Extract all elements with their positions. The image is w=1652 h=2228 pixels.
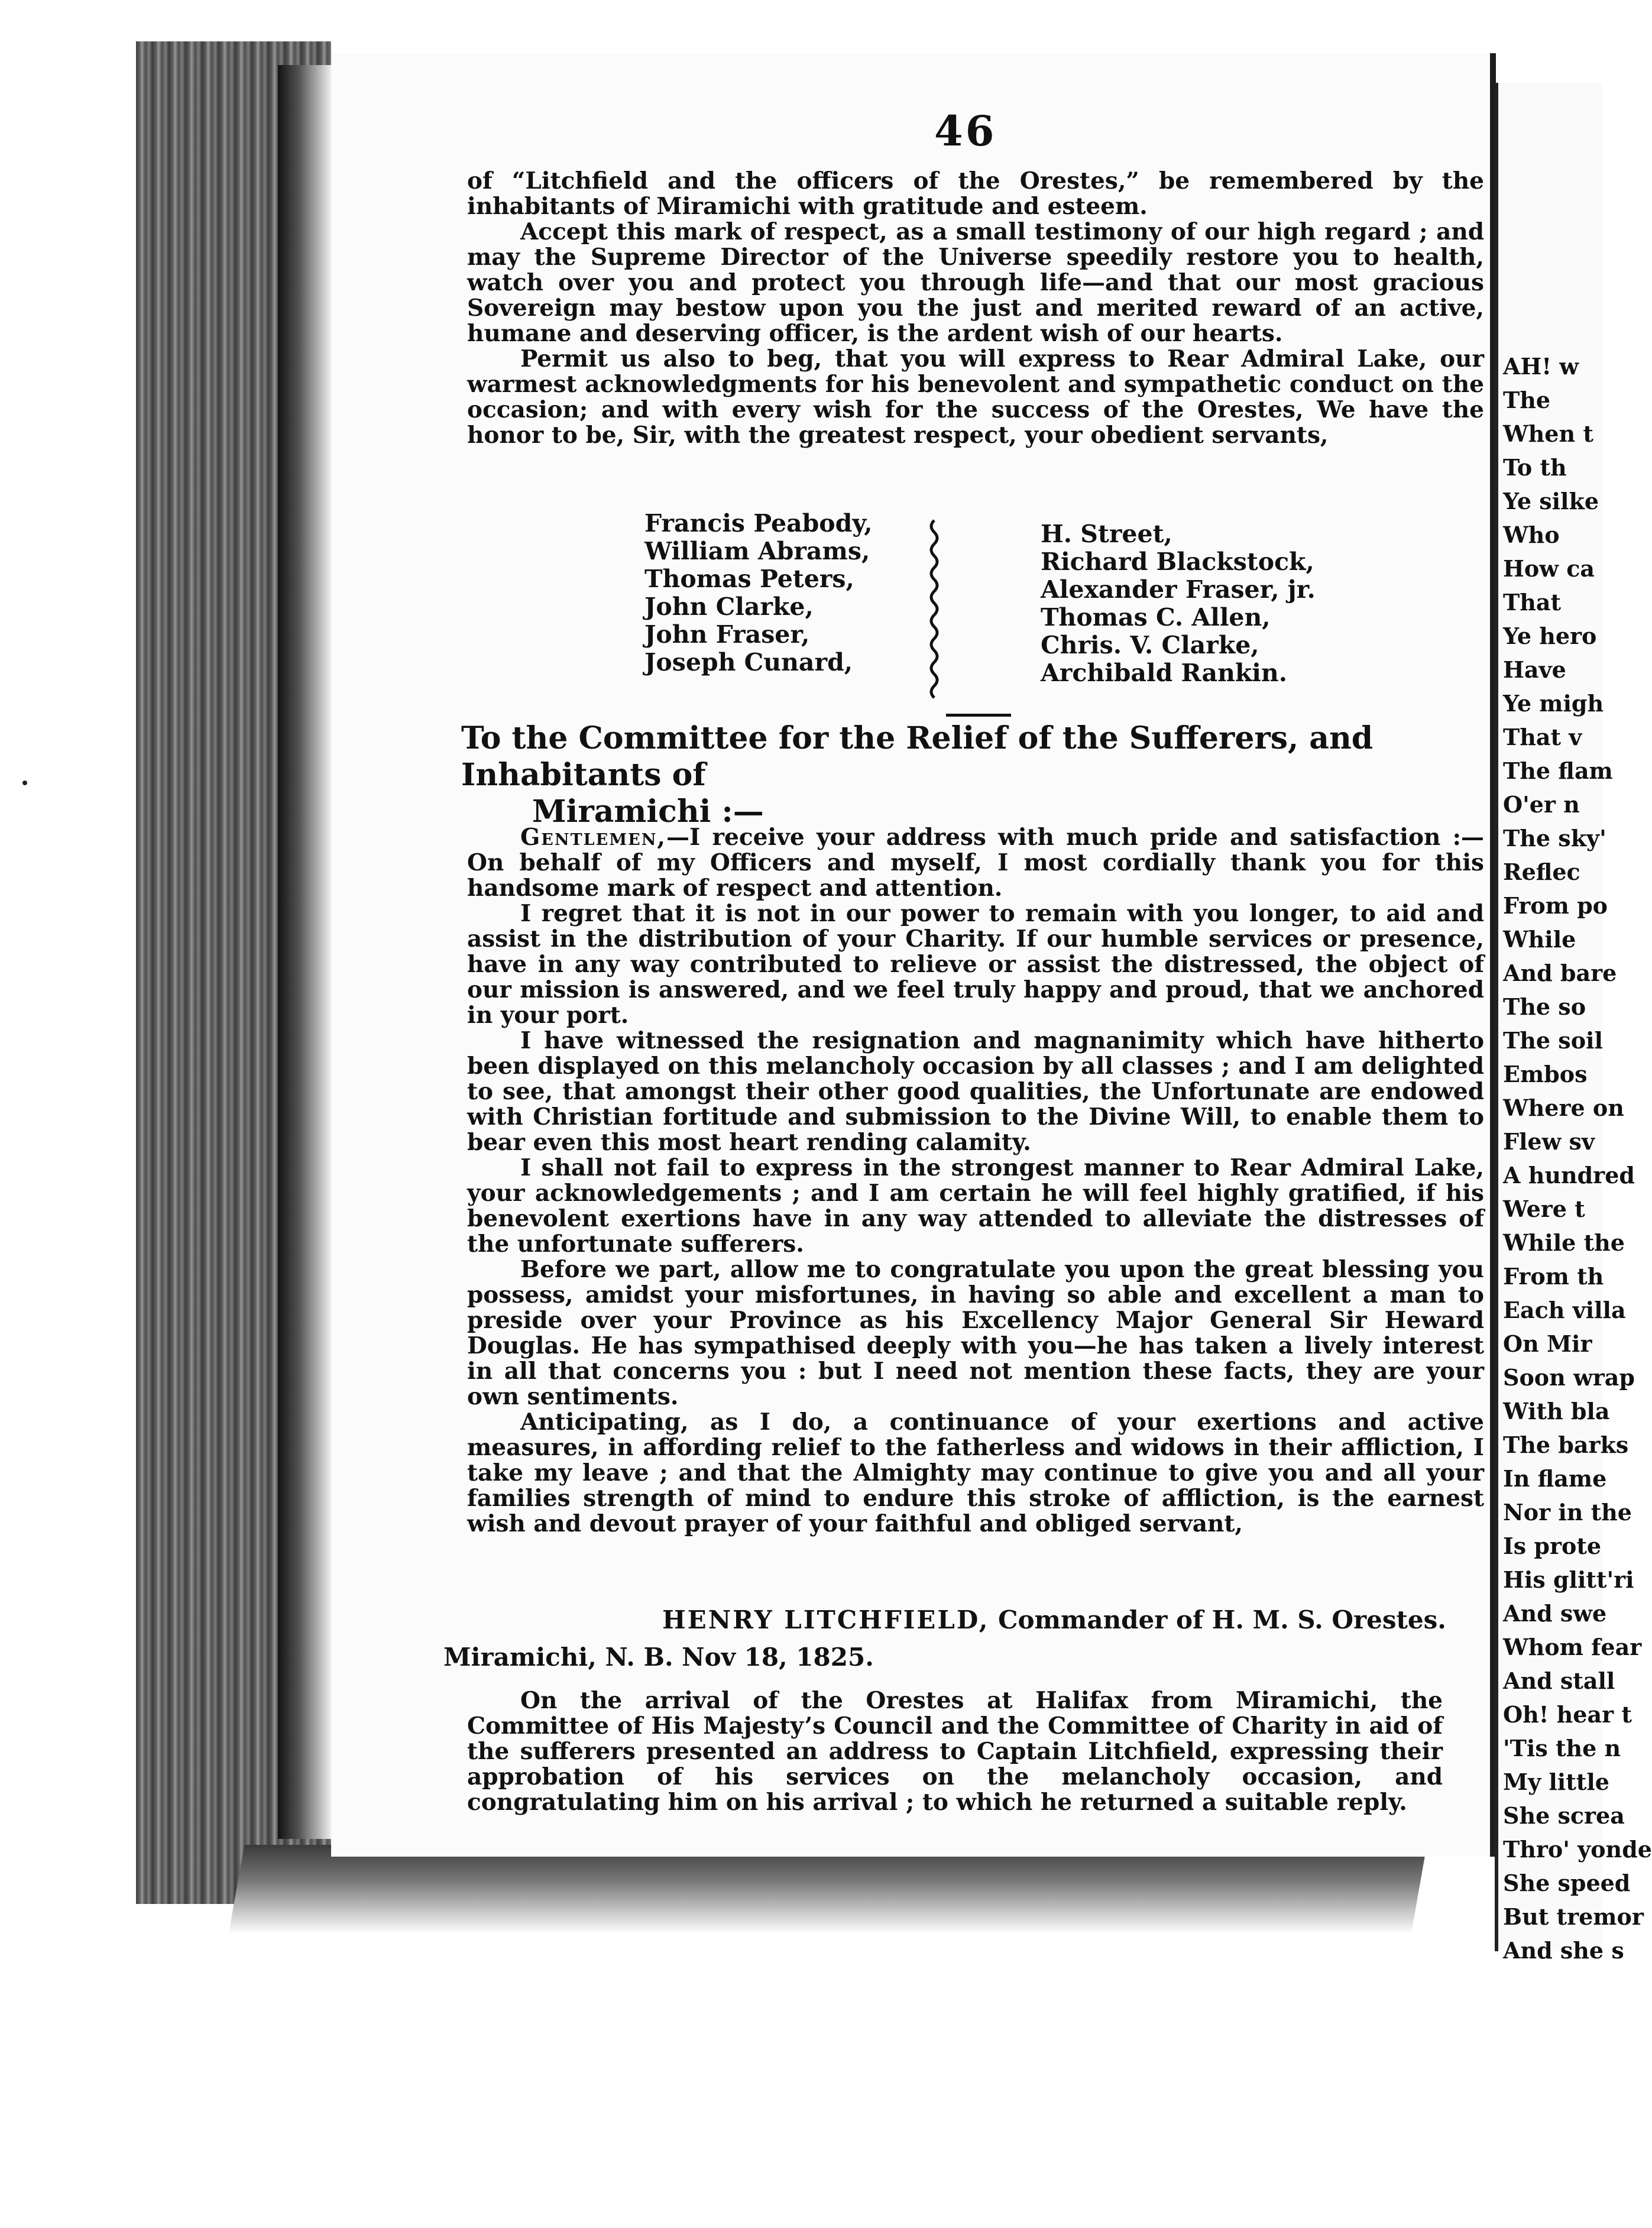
signatory: Francis Peabody, <box>644 509 873 537</box>
facing-page-line: And stall <box>1503 1667 1615 1694</box>
reply-para-3: I have witnessed the resignation and magnanimity which have hitherto been displayed on this melancholy occasion by all classes ; and I am delighted to see, that amongst their other good qualities, the Unfortunate are endowed with Christian fortitude and submission to the Divine Will, to enable them to bear even this most heart rending calamity. <box>467 1027 1484 1156</box>
facing-page-line: How ca <box>1503 555 1595 582</box>
facing-page-line: That v <box>1503 724 1582 750</box>
facing-page-line: Nor in the <box>1503 1499 1632 1526</box>
closing-paragraph: On the arrival of the Orestes at Halifax from Miramichi, the Committee of His Majesty’s Council and the Committee of Charity in aid of the sufferers presented an address to Captain Litchfield, expressing their approbation of his services on the melancholy occasion, and congratulating him on his arrival ; to which he returned a suitable reply. <box>467 1687 1443 1816</box>
scan-margin <box>0 0 136 2228</box>
facing-page-line: The <box>1503 387 1551 413</box>
facing-page-line: Who <box>1503 522 1560 548</box>
facing-page-line: Reflec <box>1503 859 1580 885</box>
signature-name: HENRY LITCHFIELD, <box>662 1605 990 1634</box>
reply-para-2: I regret that it is not in our power to remain with you longer, to aid and assist in the distribution of your Charity. If our humble services or presence, have in any way contributed to relieve or assist the distressed, the object of our mission is answered, and we feel truly happy and proud, that we anchored in your port. <box>467 900 1484 1029</box>
reply-para-1-text: —I receive your address with much pride and satisfaction :—On behalf of my Officers and myself, I most cordially thank you for this handsome mark of respect and attention. <box>467 824 1484 902</box>
signatories-left <box>644 510 873 676</box>
facing-page-line: My little <box>1503 1769 1609 1795</box>
facing-page-line: A hundred <box>1503 1162 1635 1189</box>
facing-page-line: When t <box>1503 420 1593 447</box>
facing-page-line: O'er n <box>1503 791 1580 818</box>
facing-page-line: She speed <box>1503 1870 1631 1896</box>
facing-page-line: The barks <box>1503 1432 1629 1458</box>
facing-page-line: Is prote <box>1503 1533 1602 1559</box>
book-gutter <box>278 65 331 1839</box>
facing-page-line: The sky' <box>1503 825 1606 851</box>
facing-page-line: The flam <box>1503 757 1613 784</box>
letter-top-para-1: of “Litchfield and the officers of the Orestes,” be remembered by the inhabitants of Miramichi with gratitude and esteem. <box>467 167 1484 220</box>
signatory: Richard Blackstock, <box>1041 548 1314 576</box>
signatory: John Fraser, <box>644 620 810 649</box>
signatory: Joseph Cunard, <box>644 648 853 676</box>
facing-page-line: The soil <box>1503 1027 1603 1054</box>
facing-page-line: Ye hero <box>1503 623 1597 649</box>
facing-page-line: While <box>1503 926 1576 953</box>
closing-note <box>467 1688 1443 1815</box>
section-rule <box>946 714 1011 717</box>
facing-page-line: She screa <box>1503 1802 1625 1829</box>
committee-heading-line-1: To the Committee for the Relief of the Sufferers, and Inhabitants of <box>461 720 1374 793</box>
letter-top-para-3: Permit us also to beg, that you will express to Rear Admiral Lake, our warmest acknowledgments for his benevolent and sympathetic conduct on the occasion; and with every wish for the success of the Orestes, We have the honor to be, Sir, with the greatest respect, your obedient servants, <box>467 345 1484 449</box>
signature-title: Commander of H. M. S. Orestes. <box>998 1605 1446 1634</box>
facing-page-line: From th <box>1503 1263 1604 1290</box>
signatory: William Abrams, <box>644 537 870 565</box>
facing-page-line: But tremor <box>1503 1903 1644 1930</box>
reply-letter <box>467 825 1484 1537</box>
facing-page-line: Were t <box>1503 1196 1585 1222</box>
facing-page-line: Have <box>1503 656 1566 683</box>
committee-heading <box>461 720 1478 830</box>
reply-para-4: I shall not fail to express in the strongest manner to Rear Admiral Lake, your acknowledgements ; and I am certain he will feel highly gratified, if his benevolent exertions have in any way attended to alleviate the distresses of the unfortunate sufferers. <box>467 1154 1484 1258</box>
facing-page-line: Each villa <box>1503 1297 1626 1323</box>
signatory: Thomas Peters, <box>644 565 854 593</box>
dateline: Miramichi, N. B. Nov 18, 1825. <box>443 1643 874 1672</box>
facing-page-line: And she s <box>1503 1937 1624 1964</box>
facing-page-line: From po <box>1503 892 1608 919</box>
letter-top-para-2: Accept this mark of respect, as a small testimony of our high regard ; and may the Supreme Director of the Universe speedily restore you to health, watch over you and protect you through life—and that our most gracious Sovereign may bestow upon you the just and merited reward of an active, humane and deserving officer, is the ardent wish of our hearts. <box>467 218 1484 347</box>
reply-para-1 <box>467 825 1484 901</box>
facing-page-line: Ye migh <box>1503 690 1604 717</box>
facing-page-line: To th <box>1503 454 1567 481</box>
facing-page-line: With bla <box>1503 1398 1610 1424</box>
facing-page-line: His glitt'ri <box>1503 1566 1634 1593</box>
facing-page-line: And bare <box>1503 960 1617 986</box>
signatory: Thomas C. Allen, <box>1041 603 1271 632</box>
reply-para-5: Before we part, allow me to congratulate you upon the great blessing you possess, amidst your misfortunes, in having so able and excellent a man to preside over your Province as his Excellency Major General Sir Heward Douglas. He has sympathised deeply with you—he has taken a lively interest in all that concerns you : but I need not mention these facts, they are your own sentiments. <box>467 1256 1484 1410</box>
facing-page-line: Thro' yonde <box>1503 1836 1652 1863</box>
signatory: Alexander Fraser, jr. <box>1041 575 1316 604</box>
facing-page-line: Soon wrap <box>1503 1364 1635 1391</box>
facing-page-line: And swe <box>1503 1600 1607 1627</box>
reply-para-6: Anticipating, as I do, a continuance of your exertions and active measures, in affording relief to the fatherless and widows in their affliction, I take my leave ; and that the Almighty may continue to give you and all your families strength of mind to endure this stroke of affliction, is the earnest wish and devout prayer of your faithful and obliged servant, <box>467 1408 1484 1537</box>
facing-page-line: Flew sv <box>1503 1128 1595 1155</box>
signatory: Chris. V. Clarke, <box>1041 631 1259 659</box>
page-stack-shadow <box>229 1845 1427 1934</box>
signatories-right <box>1041 520 1316 687</box>
scan-speck <box>22 781 27 785</box>
facing-page-line: That <box>1503 589 1562 616</box>
facing-page-line: On Mir <box>1503 1330 1592 1357</box>
facing-page-line: Oh! hear t <box>1503 1701 1632 1728</box>
facing-page <box>1495 83 1652 1964</box>
facing-page-line: While the <box>1503 1229 1625 1256</box>
facing-page-line: In flame <box>1503 1465 1607 1492</box>
facing-page-line: Ye silke <box>1503 488 1599 514</box>
signatory-brace <box>925 520 943 698</box>
committee-heading-line-2: Miramichi :— <box>532 794 764 830</box>
letter-top <box>467 169 1484 448</box>
facing-page-line: AH! w <box>1503 353 1579 380</box>
signature <box>662 1605 1446 1634</box>
facing-page-line: Where on <box>1503 1094 1624 1121</box>
signatory: H. Street, <box>1041 520 1172 548</box>
signatory: Archibald Rankin. <box>1041 659 1287 687</box>
facing-page-line: The so <box>1503 993 1586 1020</box>
reply-salutation: Gentlemen, <box>520 824 666 851</box>
facing-page-line: Embos <box>1503 1061 1588 1087</box>
facing-page-line: Whom fear <box>1503 1634 1642 1660</box>
signatory: John Clarke, <box>644 592 814 621</box>
facing-page-line: 'Tis the n <box>1503 1735 1621 1761</box>
page-number: 46 <box>934 106 997 156</box>
